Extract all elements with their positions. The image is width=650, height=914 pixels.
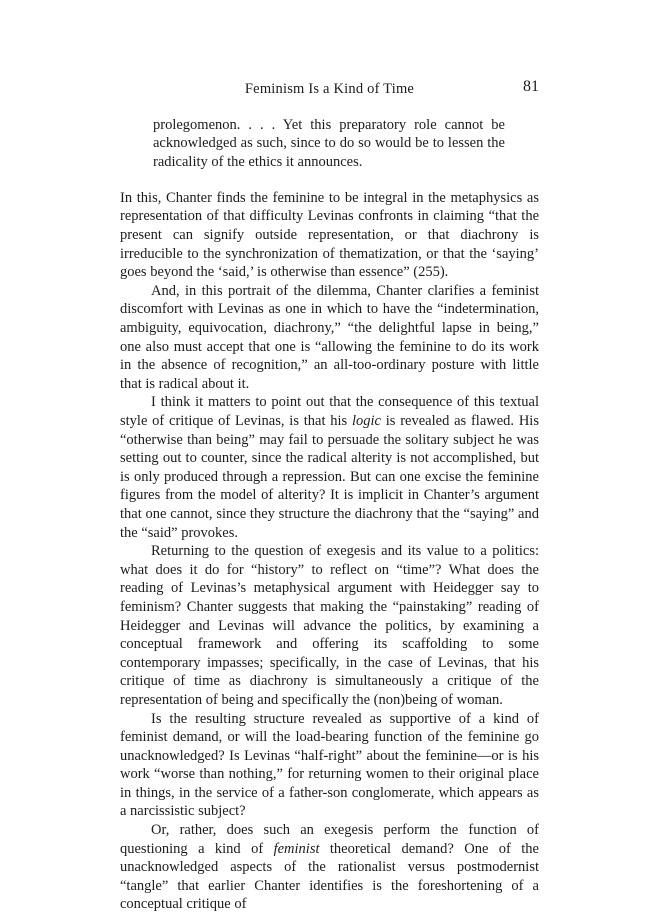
paragraph-text: In this, Chanter finds the feminine to be integral in the metaphysics as representation of that difficulty Levinas confronts in claiming “that the present can signify outside representation, or that diachrony is irreducible to the synchronization of thematization, or that the ‘saying’ goes beyond the ‘said,’ is otherwise than essence” (255). xyxy=(120,189,539,281)
block-quote: prolegomenon. . . . Yet this preparatory role cannot be acknowledged as such, since to do so would be to lessen the radicality of the ethics it announces. xyxy=(153,117,505,170)
paragraph xyxy=(120,189,539,282)
italic-emphasis: logic xyxy=(351,413,381,430)
book-page xyxy=(120,76,539,914)
running-title: Feminism Is a Kind of Time xyxy=(244,81,415,97)
paragraph xyxy=(120,393,539,542)
paragraph-text: theoretical demand? One of the unacknowledged aspects of the rationalist versus postmodernist “tangle” that earlier Chanter identifies is the foreshortening of a conceptual critique of xyxy=(120,840,539,913)
paragraph-text: Or, rather, does such an exegesis perform the function of questioning a kind of xyxy=(120,822,539,857)
paragraph xyxy=(120,282,539,394)
paragraph xyxy=(120,542,539,709)
paragraph-text: Returning to the question of exegesis and its value to a politics: what does it do for “history” to reflect on “time”? What does the reading of Levinas’s metaphysical argument with Heidegger say to feminism? Chanter suggests that making the “painstaking” reading of Heidegger and Levinas will advance the politics, by examining a conceptual framework and offering its scaffolding to some contemporary impasses; specifically, in the case of Levinas, that his critique of time as diachrony is simultaneously a critique of the representation of being and specifically the (non)being of woman. xyxy=(120,543,539,708)
paragraph-text: I think it matters to point out that the consequence of this textual style of critique of Levinas, is that his xyxy=(120,394,539,430)
italic-emphasis: feminist xyxy=(273,840,320,857)
paragraph xyxy=(120,821,539,914)
paragraph xyxy=(120,710,539,822)
page-number: 81 xyxy=(523,78,539,95)
running-head xyxy=(120,76,539,100)
paragraph-text: Is the resulting structure revealed as supportive of a kind of feminist demand, or will the load-bearing function of the feminine go unacknowledged? Is Levinas “half-right” about the feminine—or is his work “worse than nothing,” for returning women to their original place in things, in the service of a father-son conglomerate, which appears as a narcissistic subject? xyxy=(120,710,539,820)
paragraph-text: is revealed as flawed. His “otherwise than being” may fail to persuade the solitary subject he was setting out to counter, since the radical alterity is not accomplished, but is only produced through a repression. But can one excise the feminine figures from the model of alterity? It is implicit in Chanter’s argument that one cannot, since they structure the diachrony that the “saying” and the “said” provokes. xyxy=(120,413,539,541)
body-text xyxy=(120,189,539,914)
paragraph-text: And, in this portrait of the dilemma, Chanter clarifies a feminist discomfort with Levinas as one in which to have the “indetermination, ambiguity, equivocation, diachrony,” “the delightful lapse in being,” one also must accept that one is “allowing the feminine to do its work in the absence of recognition,” an all-too-ordinary posture with little that is radical about it. xyxy=(120,282,539,392)
